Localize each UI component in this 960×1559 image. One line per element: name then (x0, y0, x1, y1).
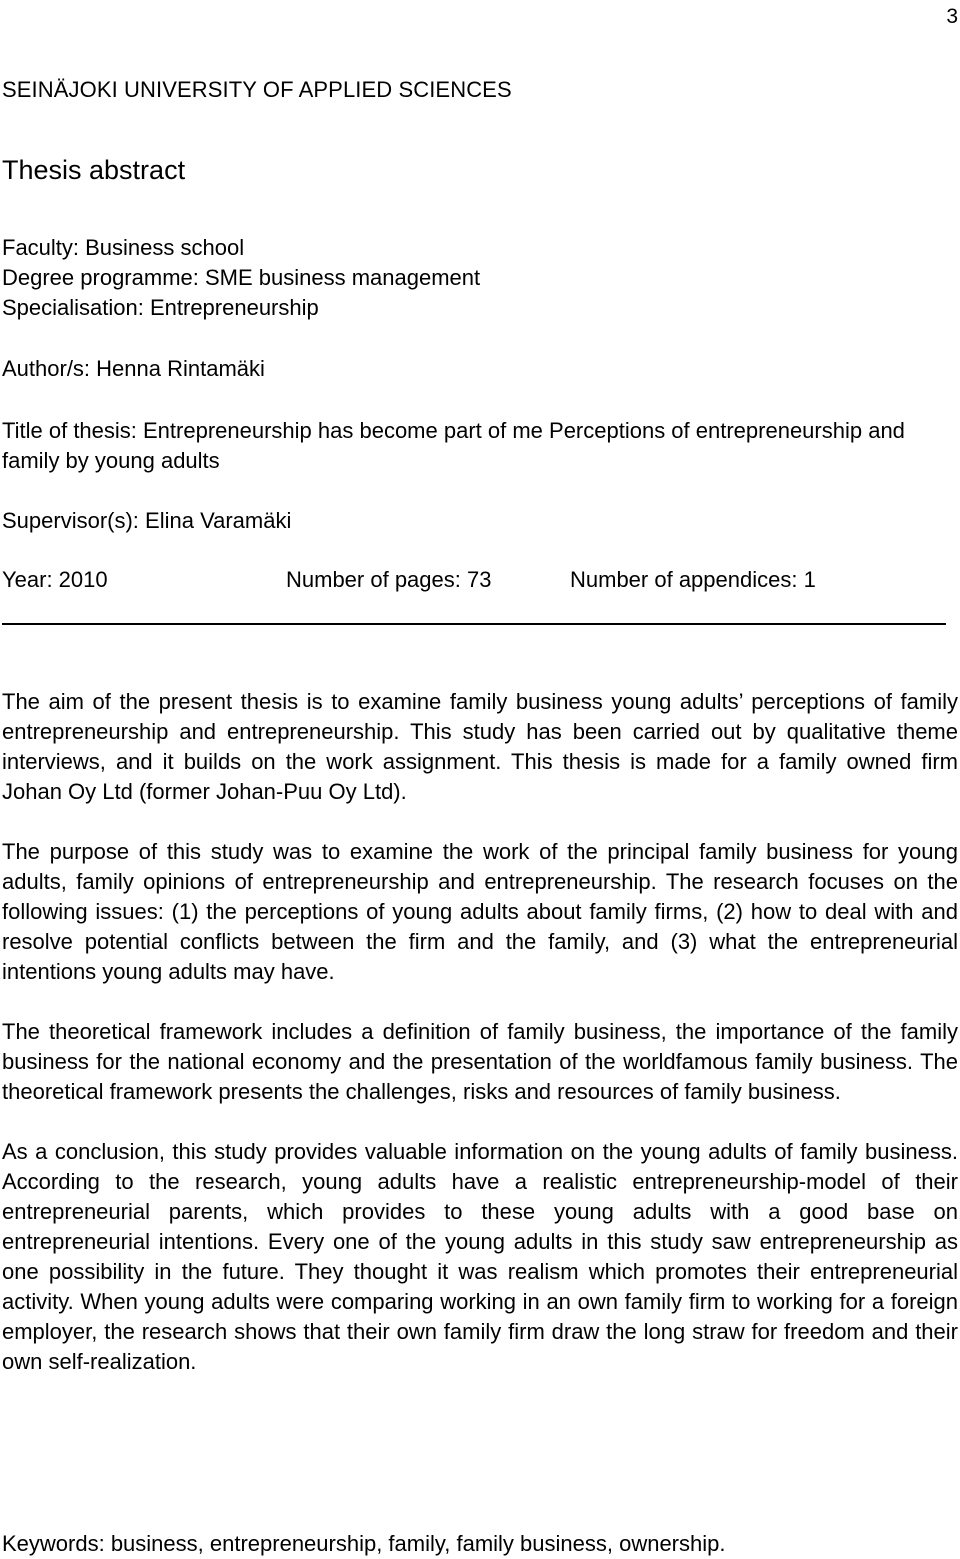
abstract-paragraph: As a conclusion, this study provides valuable information on the young adults of family business. According to the research, young adults have a realistic entrepreneurship-model of their entrepreneurial parents, which provides to these young adults with a good base on entrepreneurial intentions. Every one of the young adults in this study saw entrepreneurship as one possibility in the future. They thought it was realism which promotes their entrepreneurial activity. When young adults were comparing working in an own family firm to working for a foreign employer, the research shows that their own family firm draw the long straw for freedom and their own self-realization. (2, 1139, 958, 1374)
author-line: Author/s: Henna Rintamäki (2, 356, 265, 381)
year-field: Year: 2010 (2, 567, 108, 592)
pages-field: Number of pages: 73 (286, 567, 492, 592)
faculty-line: Faculty: Business school (2, 235, 245, 260)
divider-rule (2, 623, 946, 625)
degree-line: Degree programme: SME business management (2, 265, 481, 290)
programme-info (2, 233, 958, 323)
specialisation-line: Specialisation: Entrepreneurship (2, 295, 319, 320)
abstract-paragraph: The theoretical framework includes a definition of family business, the importance of the family business for the national economy and the presentation of the worldfamous family business. The theoretical framework presents the challenges, risks and resources of family business. (2, 1019, 958, 1104)
abstract-paragraph: The purpose of this study was to examine the work of the principal family business for young adults, family opinions of entrepreneurship and entrepreneurship. The research focuses on the following issues: (1) the perceptions of young adults about family firms, (2) how to deal with and resolve potential conflicts between the firm and the family, and (3) what the entrepreneurial intentions young adults may have. (2, 839, 958, 984)
author-info (2, 354, 958, 384)
abstract-paragraph: The aim of the present thesis is to examine family business young adults’ perceptions of family entrepreneurship and entrepreneurship. This study has been carried out by qualitative theme interviews, and it builds on the work assignment. This thesis is made for a family owned firm Johan Oy Ltd (former Johan-Puu Oy Ltd). (2, 689, 958, 804)
university-name: SEINÄJOKI UNIVERSITY OF APPLIED SCIENCES (2, 77, 512, 102)
thesis-title: Title of thesis: Entrepreneurship has become part of me Perceptions of entrepreneurship and family by young adults (2, 418, 905, 473)
appendices-field: Number of appendices: 1 (570, 567, 816, 592)
supervisor-info (2, 506, 958, 536)
abstract-body (2, 687, 958, 1407)
page-number: 3 (946, 5, 958, 28)
document-title: Thesis abstract (2, 155, 186, 185)
keywords-line: Keywords: business, entrepreneurship, family, family business, ownership. (2, 1531, 726, 1556)
supervisor-line: Supervisor(s): Elina Varamäki (2, 508, 292, 533)
